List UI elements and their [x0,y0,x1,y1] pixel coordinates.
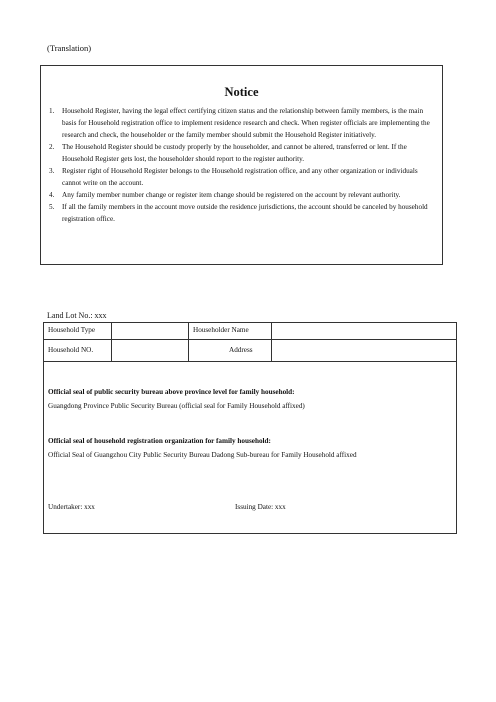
notice-item-number: 1. [49,107,55,115]
registration-seal-heading: Official seal of household registration organization for family household: [48,437,271,445]
notice-item-number: 4. [49,191,55,199]
notice-title: Notice [224,85,259,99]
address-label: Address [229,346,253,354]
household-register-form [43,322,457,534]
householder-name-label-cell [189,323,272,339]
form-row-no-address [44,339,456,362]
notice-item [49,141,434,165]
province-seal-text: Guangdong Province Public Security Bureau (official seal for Family Household affixed) [48,402,305,410]
household-no-label: Household NO. [48,346,94,354]
household-type-label-cell [44,323,112,339]
form-row-type-name [44,323,456,340]
province-seal-heading: Official seal of public security bureau above province level for family household: [48,388,295,396]
undertaker: Undertaker: xxx [48,503,95,511]
householder-name-label: Householder Name [193,326,249,334]
notice-item [49,105,434,141]
translation-label: (Translation) [47,43,92,53]
notice-list [49,105,434,225]
notice-item-number: 2. [49,143,55,151]
notice-item-text: Household Register, having the legal effect certifying citizen status and the relationship between family members, is the main basis for Household registration office to implement residence research and check. When register officials are implementing the research and check, the householder or the family member should submit the Household Register initiatively. [62,107,430,139]
issuing-date: Issuing Date: xxx [235,503,286,511]
notice-box [40,65,443,265]
notice-item-number: 5. [49,203,55,211]
householder-name-value-cell [272,323,456,339]
notice-item-text: Any family member number change or register item change should be registered on the account by relevant authority. [62,191,401,199]
notice-item-text: Register right of Household Register belongs to the Household registration office, and any other organization or individuals cannot write on the account. [62,167,418,187]
notice-item [49,189,434,201]
household-no-value-cell [112,339,189,361]
notice-item [49,201,434,225]
registration-seal-text: Official Seal of Guangzhou City Public Security Bureau Dadong Sub-bureau for Family Household affixed [48,451,357,459]
notice-item-number: 3. [49,167,55,175]
notice-item-text: If all the family members in the account move outside the residence jurisdictions, the account should be canceled by household registration office. [62,203,428,223]
notice-item [49,165,434,189]
household-type-label: Household Type [48,326,96,334]
address-value-cell [272,339,456,361]
notice-item-text: The Household Register should be custody properly by the householder, and cannot be altered, transferred or lent. If the Household Register gets lost, the householder should report to the register authority. [62,143,407,163]
household-no-label-cell [44,339,112,361]
land-lot-number: Land Lot No.: xxx [47,311,107,320]
household-type-value-cell [112,323,189,339]
address-label-cell [189,339,272,361]
